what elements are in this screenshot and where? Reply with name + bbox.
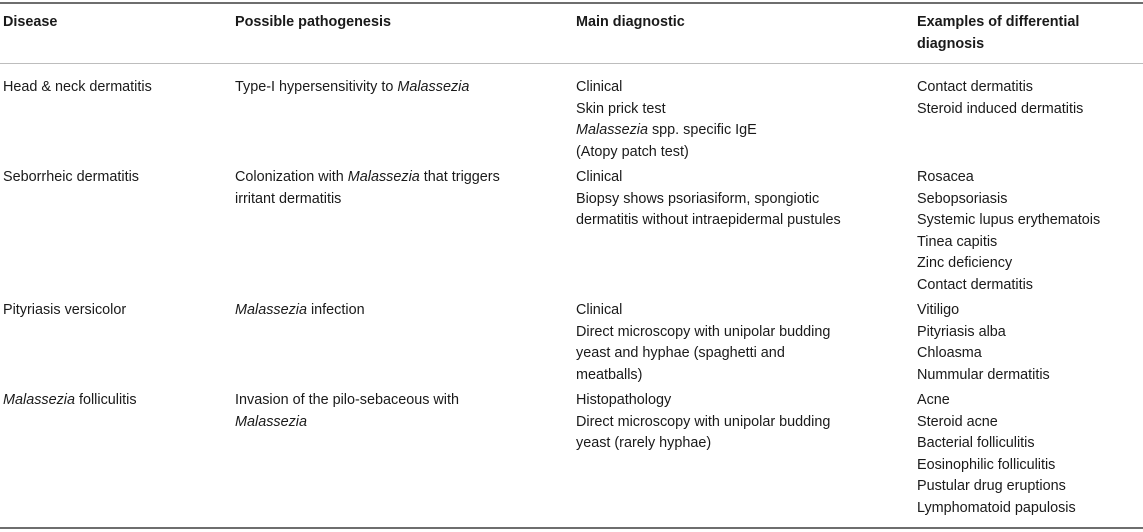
text-fragment: yeast (rarely hyphae) (576, 435, 712, 451)
rich-text (235, 392, 459, 408)
header-diagnostic: Main diagnostic (576, 14, 685, 30)
header-differential (917, 12, 1079, 55)
diagnostic-line (576, 300, 830, 322)
table-bottom-rule (0, 527, 1143, 529)
differential-item: Rosacea (917, 169, 974, 185)
rich-text (235, 191, 341, 207)
rich-text (576, 367, 642, 383)
cell-differential (917, 390, 1076, 519)
rich-text (235, 79, 469, 95)
rich-text (235, 302, 365, 318)
rich-text (576, 191, 819, 207)
differential-item: Pustular drug eruptions (917, 478, 1066, 494)
cell-diagnostic (576, 300, 830, 386)
italic-term: Malassezia (397, 79, 470, 95)
rich-text (235, 414, 307, 430)
text-fragment: Skin prick test (576, 100, 666, 117)
text-fragment: irritant dermatitis (235, 190, 342, 207)
pathogenesis-line (235, 167, 500, 189)
text-fragment: yeast and hyphae (spaghetti and (576, 345, 785, 361)
header-pathogenesis: Possible pathogenesis (235, 14, 391, 30)
cell-diagnostic (576, 390, 830, 455)
cell-differential (917, 77, 1083, 120)
italic-term: Malassezia (576, 122, 648, 138)
cell-diagnostic (576, 77, 757, 163)
table-top-rule (0, 2, 1143, 4)
rich-text (576, 302, 622, 318)
diagnostic-line (576, 365, 830, 387)
differential-item: Vitiligo (917, 302, 960, 318)
differential-item: Tinea capitis (917, 233, 998, 250)
differential-item: Chloasma (917, 345, 982, 361)
rich-text (3, 392, 137, 408)
cell-pathogenesis (235, 300, 365, 322)
text-fragment: Seborrheic dermatitis (3, 169, 139, 185)
text-fragment: Colonization with (235, 169, 348, 185)
diagnostic-line (576, 120, 757, 142)
rich-text (3, 302, 126, 318)
pathogenesis-line (235, 189, 500, 211)
differential-item: Contact dermatitis (917, 276, 1033, 293)
diagnostic-line (576, 433, 830, 455)
rich-text (576, 122, 757, 138)
text-fragment: spp. specific IgE (647, 122, 757, 138)
cell-disease (3, 167, 139, 189)
diagnostic-line (576, 412, 830, 434)
text-fragment: (Atopy patch test) (576, 143, 689, 160)
cell-pathogenesis (235, 390, 459, 433)
differential-item: Nummular dermatitis (917, 366, 1050, 383)
diagnostic-line (576, 142, 757, 164)
text-fragment: Biopsy shows psoriasiform, spongiotic (576, 190, 820, 207)
pathogenesis-line (235, 77, 469, 99)
text-fragment: folliculitis (74, 392, 137, 408)
text-fragment: dermatitis without intraepidermal pustules (576, 212, 841, 228)
rich-text (576, 392, 671, 408)
rich-text (576, 414, 830, 430)
rich-text (3, 79, 152, 95)
differential-item: Lymphomatoid papulosis (917, 499, 1076, 516)
diagnostic-line (576, 99, 757, 121)
cell-differential (917, 167, 1100, 296)
differential-item: Bacterial folliculitis (917, 435, 1035, 451)
differential-item: Zinc deficiency (917, 255, 1013, 271)
pathogenesis-line (235, 300, 365, 322)
text-fragment: Invasion of the pilo-sebaceous with (235, 392, 459, 408)
diagnostic-line (576, 343, 830, 365)
rich-text (576, 101, 666, 117)
diagnostic-line (576, 189, 841, 211)
italic-term: Malassezia (347, 169, 420, 185)
differential-item: Systemic lupus erythematois (917, 212, 1101, 228)
rich-text (576, 324, 830, 340)
text-fragment: Direct microscopy with unipolar budding (576, 413, 831, 430)
rich-text (3, 169, 139, 185)
diagnostic-line (576, 390, 830, 412)
differential-item: Sebopsoriasis (917, 190, 1008, 207)
italic-term: Malassezia (235, 302, 307, 318)
text-fragment: that triggers (419, 169, 500, 185)
table-header-rule (0, 63, 1143, 64)
header-differential-line-1: Examples of differential (917, 14, 1080, 30)
rich-text (576, 435, 711, 451)
cell-pathogenesis (235, 167, 500, 210)
rich-text (235, 169, 500, 185)
differential-item: Eosinophilic folliculitis (917, 456, 1056, 473)
differential-item: Acne (917, 392, 950, 408)
text-fragment: infection (306, 302, 365, 318)
differential-item: Pityriasis alba (917, 323, 1006, 340)
header-disease: Disease (3, 14, 58, 30)
diagnostic-line (576, 210, 841, 232)
text-fragment: Direct microscopy with unipolar budding (576, 323, 831, 340)
text-fragment: Clinical (576, 169, 623, 185)
italic-term: Malassezia (3, 392, 75, 408)
text-fragment: meatballs) (576, 366, 643, 383)
cell-disease (3, 390, 137, 412)
cell-disease (3, 300, 126, 322)
rich-text (576, 144, 689, 160)
differential-item: Steroid induced dermatitis (917, 100, 1084, 117)
diagnostic-line (576, 167, 841, 189)
header-differential-line-2: diagnosis (917, 35, 985, 52)
text-fragment: Clinical (576, 79, 623, 95)
rich-text (576, 79, 622, 95)
text-fragment: Histopathology (576, 392, 672, 408)
cell-differential (917, 300, 1050, 386)
italic-term: Malassezia (235, 413, 307, 430)
pathogenesis-line (235, 412, 459, 434)
rich-text (576, 345, 785, 361)
cell-diagnostic (576, 167, 841, 232)
diagnostic-line (576, 77, 757, 99)
differential-item: Steroid acne (917, 413, 998, 430)
pathogenesis-line (235, 390, 459, 412)
diagnostic-line (576, 322, 830, 344)
text-fragment: Pityriasis versicolor (3, 302, 127, 318)
text-fragment: Type-I hypersensitivity to (235, 79, 398, 95)
rich-text (576, 169, 622, 185)
rich-text (576, 212, 841, 228)
text-fragment: Head & neck dermatitis (3, 79, 152, 95)
text-fragment: Clinical (576, 302, 623, 318)
cell-disease (3, 77, 152, 99)
cell-pathogenesis (235, 77, 469, 99)
differential-item: Contact dermatitis (917, 79, 1033, 95)
